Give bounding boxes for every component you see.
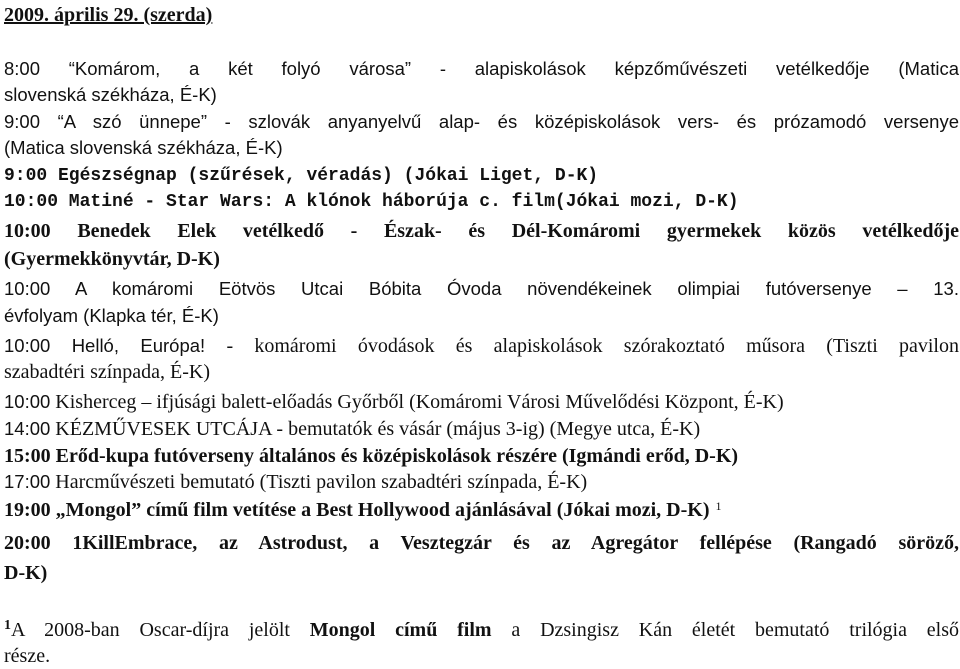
event-8-00-line-2: slovenská székháza, É-K) — [4, 84, 217, 105]
event-benedek-elek-line-1: 10:00 Benedek Elek vetélkedő - Észak- és Dél-Komáromi gyermekek közös vetélkedője — [4, 220, 959, 242]
event-9-00-line-1: 9:00 “A szó ünnepe” - szlovák anyanyelvű alap- és középiskolások vers- és prózamodó versenye — [4, 111, 959, 132]
event-kisherceg-desc: Kisherceg – ifjúsági balett-előadás Győrből (Komáromi Városi Művelődési Központ, É-K) — [50, 391, 784, 413]
event-bobita-ovoda-line-2: évfolyam (Klapka tér, É-K) — [4, 305, 219, 326]
footnote-text-b: a Dzsingisz Kán életét bemutató trilógia első — [491, 619, 959, 641]
event-9-00-line-2: (Matica slovenská székháza, É-K) — [4, 137, 283, 158]
event-bobita-ovoda-line-1: 10:00 A komáromi Eötvös Utcai Bóbita Óvoda növendékeinek olimpiai futóversenye – 13. — [4, 278, 959, 299]
footnote-line-1 — [4, 617, 959, 643]
event-8-00-line-1: 8:00 “Komárom, a két folyó városa” - alapiskolások képzőművészeti vetélkedője (Matica — [4, 58, 959, 79]
footnote-text-bold: Mongol című film — [309, 619, 492, 641]
event-hello-europa-line-2: szabadtéri színpada, É-K) — [4, 361, 211, 383]
footnote-ref-1: 1 — [715, 499, 722, 513]
event-benedek-elek-line-2: (Gyermekkönyvtár, D-K) — [4, 248, 220, 270]
footnote-marker: 1 — [4, 618, 11, 633]
event-kisherceg — [4, 389, 959, 415]
event-egeszsegnap: 9:00 Egészségnap (szűrések, véradás) (Jókai Liget, D-K) — [4, 166, 599, 186]
event-kisherceg-time: 10:00 — [4, 391, 51, 412]
event-hello-europa-title: 10:00 Helló, Európa! — [4, 335, 206, 356]
footnote-text-a: A 2008-ban Oscar-díjra jelölt — [11, 619, 310, 641]
event-kezmuvesek — [4, 416, 959, 442]
event-mongol-text: 19:00 „Mongol” című film vetítése a Best Hollywood ajánlásával (Jókai mozi, D-K) — [4, 499, 710, 521]
event-concert-line-1: 20:00 1KillEmbrace, az Astrodust, a Vesztegzár és az Agregátor fellépése (Rangadó söröző, — [4, 532, 959, 554]
date-heading: 2009. április 29. (szerda) — [4, 4, 213, 26]
event-hello-europa-line-1 — [4, 333, 959, 359]
event-concert-line-2: D-K) — [4, 562, 48, 584]
event-erod-kupa: 15:00 Erőd-kupa futóverseny általános és középiskolások részére (Igmándi erőd, D-K) — [4, 445, 739, 467]
event-mongol — [4, 497, 959, 523]
event-hello-europa-desc: - komáromi óvodások és alapiskolások szórakoztató műsora (Tiszti pavilon — [205, 335, 959, 357]
event-kezmuvesek-desc: KÉZMŰVESEK UTCÁJA - bemutatók és vásár (május 3-ig) (Megye utca, É-K) — [50, 418, 701, 440]
event-kezmuvesek-time: 14:00 — [4, 418, 51, 439]
event-harcmuveszeti-desc: Harcművészeti bemutató (Tiszti pavilon szabadtéri színpada, É-K) — [50, 471, 588, 493]
event-matine: 10:00 Matiné - Star Wars: A klónok háborúja c. film(Jókai mozi, D-K) — [4, 192, 739, 212]
event-harcmuveszeti-time: 17:00 — [4, 471, 51, 492]
footnote-line-2: része. — [4, 645, 51, 667]
event-harcmuveszeti — [4, 469, 959, 495]
